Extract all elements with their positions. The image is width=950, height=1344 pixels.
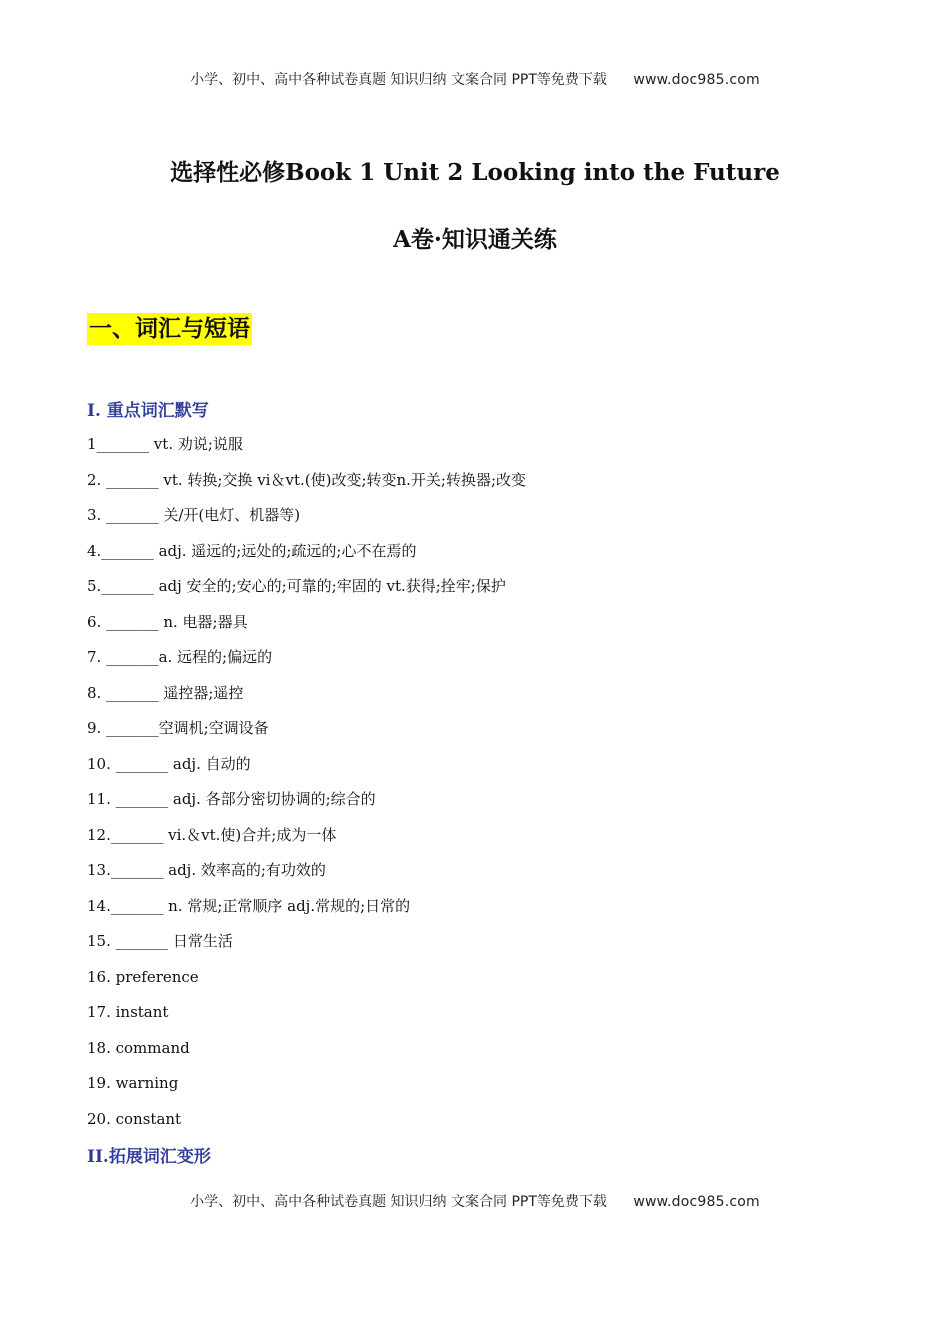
list-item: 10. _______ adj. 自动的 — [87, 754, 251, 773]
list-item: 8. _______ 遥控器;遥控 — [87, 683, 244, 702]
list-item: 9. _______空调机;空调设备 — [87, 719, 269, 737]
footer-text: 小学、初中、高中各种试卷真题 知识归纳 文案合同 PPT等免费下载 — [190, 1194, 607, 1210]
list-item: 4._______ adj. 遥远的;远处的;疏远的;心不在焉的 — [87, 541, 417, 560]
list-item: 12._______ vi.＆vt.使)合并;成为一体 — [87, 825, 337, 844]
vocabulary-list — [87, 432, 526, 1142]
list-item: 19. warning — [87, 1074, 179, 1092]
list-item: 13._______ adj. 效率高的;有功效的 — [87, 861, 326, 879]
page-header — [0, 69, 950, 89]
header-url[interactable]: www.doc985.com — [633, 72, 760, 88]
section-heading: 一、词汇与短语 — [87, 313, 252, 345]
list-item: 16. preference — [87, 967, 199, 986]
document-title: 选择性必修Book 1 Unit 2 Looking into the Future — [170, 159, 780, 186]
list-item: 14._______ n. 常规;正常顺序 adj.常规的;日常的 — [87, 896, 411, 915]
list-item: 17. instant — [87, 1003, 169, 1021]
list-item: 11. _______ adj. 各部分密切协调的;综合的 — [87, 790, 376, 808]
list-item: 2. _______ vt. 转换;交换 vi＆vt.(使)改变;转变n.开关;转换器;改变 — [87, 470, 527, 489]
list-item: 6. _______ n. 电器;器具 — [87, 612, 248, 631]
part2-heading: II.拓展词汇变形 — [87, 1147, 211, 1167]
page-footer — [0, 1191, 950, 1211]
part1-heading: I. 重点词汇默写 — [87, 401, 209, 421]
list-item: 15. _______ 日常生活 — [87, 932, 233, 950]
list-item: 18. command — [87, 1038, 190, 1057]
list-item: 1_______ vt. 劝说;说服 — [87, 435, 243, 453]
header-text: 小学、初中、高中各种试卷真题 知识归纳 文案合同 PPT等免费下载 — [190, 72, 607, 88]
list-item: 7. _______a. 远程的;偏远的 — [87, 648, 273, 666]
list-item: 20. constant — [87, 1109, 182, 1128]
footer-url[interactable]: www.doc985.com — [633, 1194, 760, 1210]
list-item: 5._______ adj 安全的;安心的;可靠的;牢固的 vt.获得;拴牢;保护 — [87, 577, 506, 595]
list-item: 3. _______ 关/开(电灯、机器等) — [87, 506, 301, 524]
document-subtitle: A卷·知识通关练 — [393, 226, 557, 253]
